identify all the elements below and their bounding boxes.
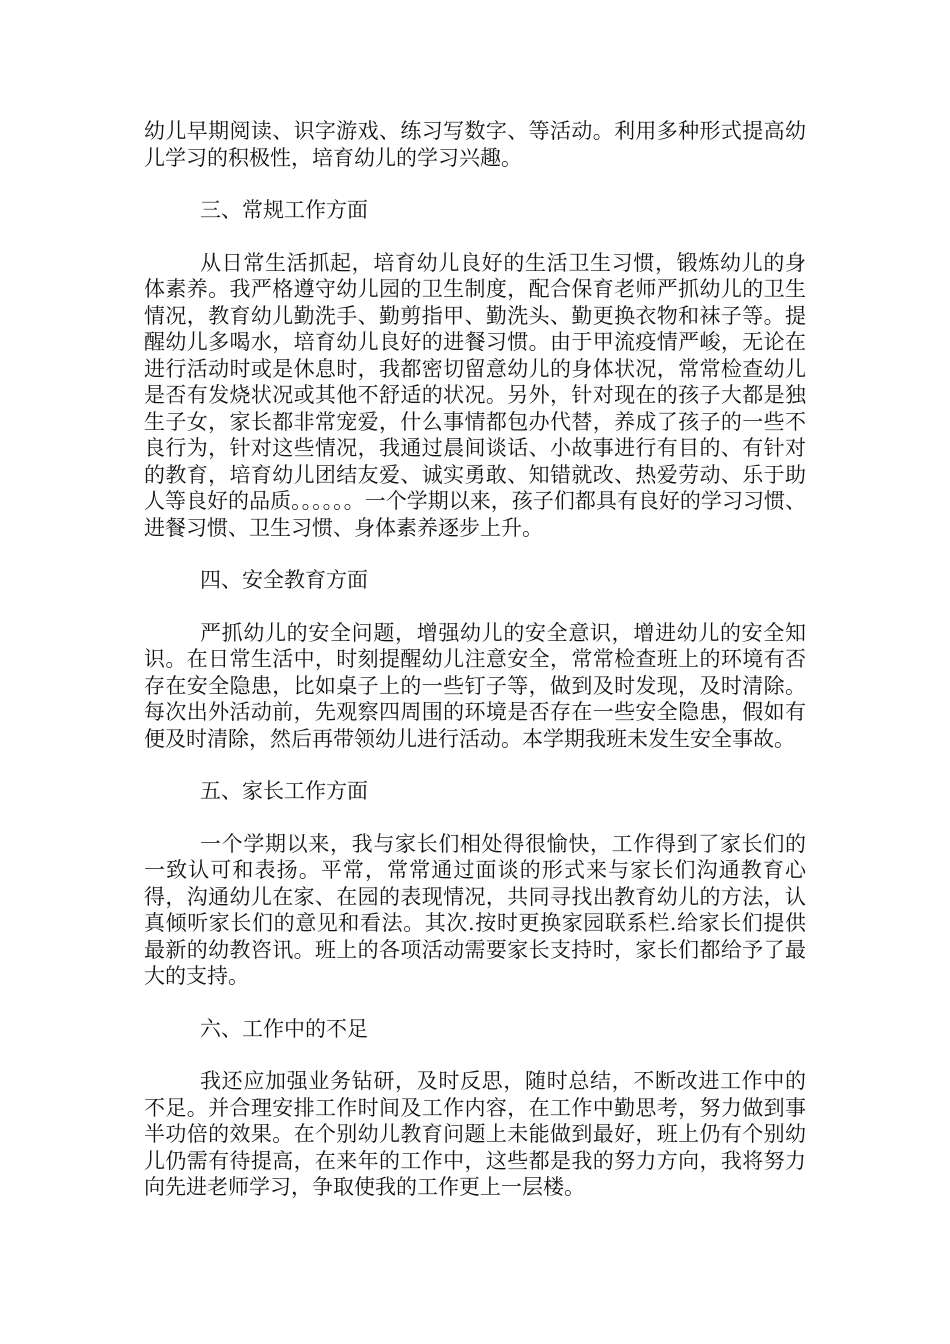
- document-page: [144, 118, 806, 1201]
- section-body-shortcomings: 我还应加强业务钻研，及时反思，随时总结，不断改进工作中的不足。并合理安排工作时间及工作内容，在工作中勤思考，努力做到事半功倍的效果。在个别幼儿教育问题上未能做到最好，班上仍有个别幼儿仍需有待提高，在来年的工作中，这些都是我的努力方向，我将努力向先进老师学习，争取使我的工作更上一层楼。: [144, 1069, 806, 1199]
- section-heading-routine-work: 三、常规工作方面: [200, 198, 368, 222]
- section-body-safety-education: 严抓幼儿的安全问题，增强幼儿的安全意识，增进幼儿的安全知识。在日常生活中，时刻提醒幼儿注意安全，常常检查班上的环境有否存在安全隐患，比如桌子上的一些钉子等，做到及时发现，及时清除。每次出外活动前，先观察四周围的环境是否存在一些安全隐患，假如有便及时清除，然后再带领幼儿进行活动。本学期我班未发生安全事故。: [144, 620, 806, 751]
- intro-paragraph: 幼儿早期阅读、识字游戏、练习写数字、等活动。利用多种形式提高幼儿学习的积极性，培育幼儿的学习兴趣。: [144, 119, 806, 170]
- section-heading-parent-work: 五、家长工作方面: [200, 779, 368, 803]
- section-body-routine-work: 从日常生活抓起，培育幼儿良好的生活卫生习惯，锻炼幼儿的身体素养。我严格遵守幼儿园的卫生制度，配合保育老师严抓幼儿的卫生情况，教育幼儿勤洗手、勤剪指甲、勤洗头、勤更换衣物和袜子等。提醒幼儿多喝水，培育幼儿良好的进餐习惯。由于甲流疫情严峻，无论在进行活动时或是休息时，我都密切留意幼儿的身体状况，常常检查幼儿是否有发烧状况或其他不舒适的状况。另外，针对现在的孩子大都是独生子女，家长都非常宠爱，什么事情都包办代替，养成了孩子的一些不良行为，针对这些情况，我通过晨间谈话、小故事进行有目的、有针对的教育，培育幼儿团结友爱、诚实勇敢、知错就改、热爱劳动、乐于助人等良好的品质。。。。。。一个学期以来，孩子们都具有良好的学习习惯、进餐习惯、卫生习惯、身体素养逐步上升。: [144, 250, 806, 540]
- section-heading-safety-education: 四、安全教育方面: [200, 568, 368, 592]
- section-heading-shortcomings: 六、工作中的不足: [200, 1016, 368, 1041]
- section-body-parent-work: 一个学期以来，我与家长们相处得很愉快，工作得到了家长们的一致认可和表扬。平常，常常通过面谈的形式来与家长们沟通教育心得，沟通幼儿在家、在园的表现情况，共同寻找出教育幼儿的方法，认真倾听家长们的意见和看法。其次.按时更换家园联系栏.给家长们提供最新的幼教咨讯。班上的各项活动需要家长支持时，家长们都给予了最大的支持。: [144, 831, 806, 988]
